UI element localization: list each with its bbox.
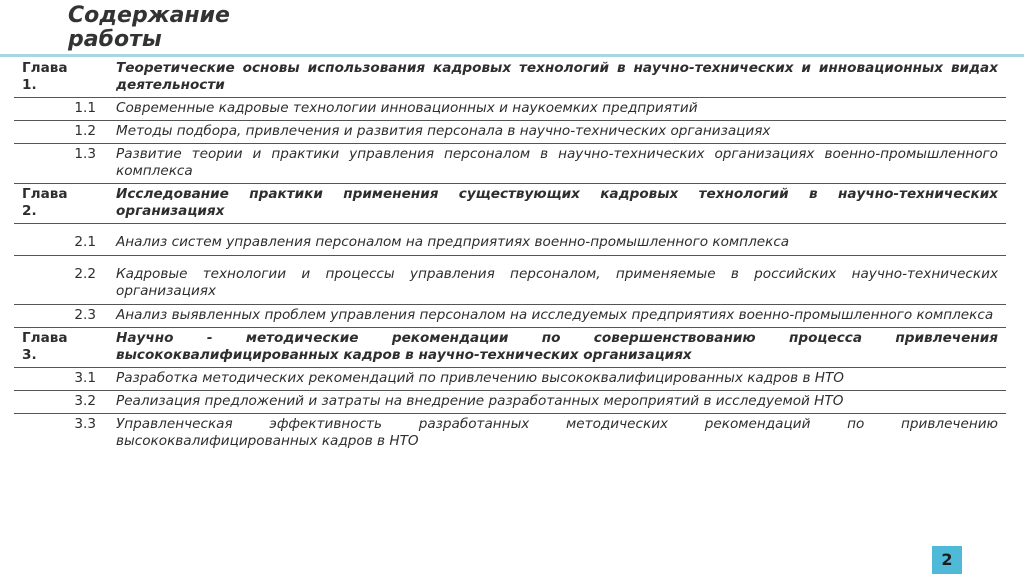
- section-number: 2.1: [14, 224, 108, 256]
- section-number: 1.1: [14, 98, 108, 121]
- toc-chapter-row: [14, 58, 1006, 98]
- section-number: 1.3: [14, 144, 108, 184]
- toc-section-row: [14, 98, 1006, 121]
- toc-section-row: [14, 256, 1006, 305]
- toc-chapter-row: [14, 184, 1006, 224]
- section-number: 3.1: [14, 368, 108, 391]
- title-divider: [0, 54, 1024, 57]
- toc-section-row: [14, 121, 1006, 144]
- section-title: Анализ систем управления персоналом на предприятиях военно-промышленного комплекса: [108, 224, 1006, 256]
- toc-section-row: [14, 368, 1006, 391]
- toc-section-row: [14, 391, 1006, 414]
- chapter-title: Исследование практики применения существующих кадровых технологий в научно-технических организациях: [108, 184, 1006, 224]
- section-number: 1.2: [14, 121, 108, 144]
- toc-section-row: [14, 414, 1006, 454]
- section-number: 3.2: [14, 391, 108, 414]
- section-number: 3.3: [74, 416, 96, 432]
- toc-section-row: [14, 144, 1006, 184]
- section-title: Реализация предложений и затраты на внедрение разработанных мероприятий в исследуемой НТО: [108, 391, 1006, 414]
- chapter-number: Глава 3.: [14, 328, 108, 368]
- chapter-number: Глава 1.: [14, 58, 108, 98]
- toc-section-row: [14, 305, 1006, 328]
- page-title: Содержание работы: [68, 3, 230, 52]
- section-title: Развитие теории и практики управления персоналом в научно-технических организациях военно-промышленного комплекса: [108, 144, 1006, 184]
- table-of-contents: [14, 58, 1006, 453]
- section-title: Анализ выявленных проблем управления персоналом на исследуемых предприятиях военно-промышленного комплекса: [108, 305, 1006, 328]
- section-title: Современные кадровые технологии инновационных и наукоемких предприятий: [108, 98, 1006, 121]
- toc-chapter-row: [14, 328, 1006, 368]
- section-title: Кадровые технологии и процессы управления персоналом, применяемые в российских научно-технических организациях: [108, 256, 1006, 305]
- section-number: 2.2: [14, 256, 108, 305]
- chapter-number: Глава 2.: [14, 184, 108, 224]
- chapter-title: Научно - методические рекомендации по совершенствованию процесса привлечения высококвалифицированных кадров в научно-технических организациях: [108, 328, 1006, 368]
- section-title: Методы подбора, привлечения и развития персонала в научно-технических организациях: [108, 121, 1006, 144]
- section-title: Разработка методических рекомендаций по привлечению высококвалифицированных кадров в НТО: [108, 368, 1006, 391]
- section-number: 2.3: [14, 305, 108, 328]
- page-number-badge: 2: [932, 546, 962, 574]
- toc-section-row: [14, 224, 1006, 256]
- section-title: Управленческая эффективность разработанных методических рекомендаций по привлечению высококвалифицированных кадров в НТО: [116, 416, 998, 449]
- chapter-title: Теоретические основы использования кадровых технологий в научно-технических и инновационных видах деятельности: [108, 58, 1006, 98]
